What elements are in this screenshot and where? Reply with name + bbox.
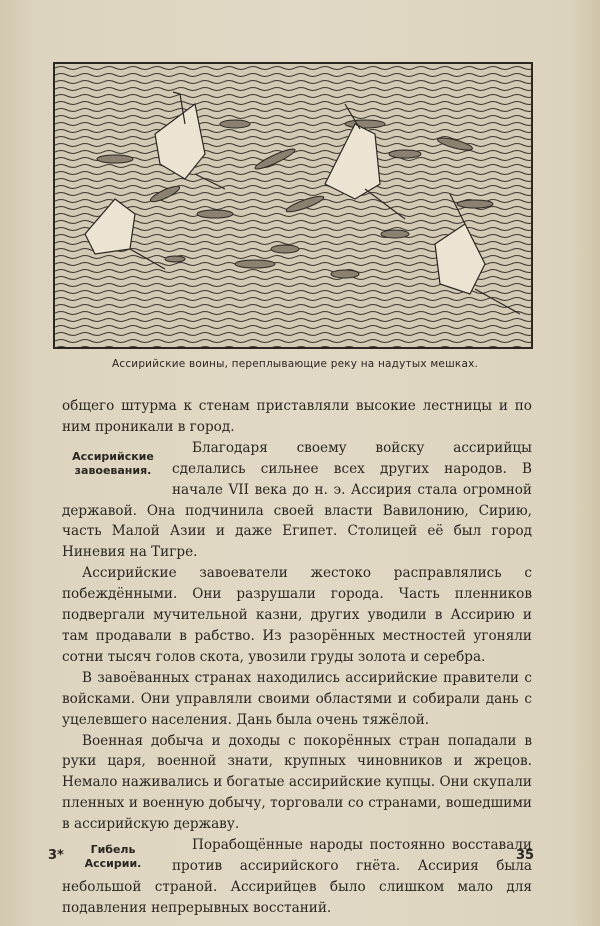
paragraph-cruelty: Ассирийские завоеватели жестоко расправлялись с побеждёнными. Они разрушали города. Часть пленников подвергали мучительной казни, других уводили в Ассирию и там продавали в рабство. Из разорённых местностей угоняли сотни тысяч голов скота, увозили груды золота и серебра.	[62, 565, 532, 665]
top-fragment: общего штурма к стенам приставляли высокие лестницы и по ним проникали в город.	[62, 398, 532, 435]
page-number: 35	[516, 848, 535, 863]
side-heading-conquests: Ассирийские завоевания.	[72, 449, 154, 477]
paragraph-spoils: Военная добыча и доходы с покорённых стран попадали в руки царя, военной знати, крупных чиновников и жрецов. Немало наживались и богатые ассирийские купцы. Они скупали пленных и военную добычу, торговали со странами, вошедшими в ассирийскую державу.	[62, 732, 532, 833]
river-crossing-illustration	[53, 62, 533, 349]
paragraph-governors: В завоёванных странах находились ассирийские правители с войсками. Они управляли своими областями и собирали дань с уцелевшего населения. Дань была очень тяжёлой.	[62, 669, 532, 728]
signature-mark: 3*	[48, 848, 64, 863]
illustration-caption: Ассирийские воины, переплывающие реку на надутых мешках.	[111, 358, 479, 370]
conquests-paragraph: Благодаря своему войску ассирийцы сделались сильнее всех других народов. В начале VII века до н. э. Ассирия стала огромной державой. Она подчинила своей власти Вавилонию, Сирию, часть Малой Азии и даже Египет. Столицей её был город Ниневия на Тигре.	[62, 439, 532, 561]
engraving	[55, 64, 531, 347]
fall-paragraph: Порабощённые народы постоянно восставали против ассирийского гнёта. Ассирия была небольшой страной. Ассирийцев было слишком мало для подавления непрерывных восстаний.	[62, 837, 532, 916]
side-heading-fall: Гибель Ассирии.	[84, 843, 142, 871]
body-text	[62, 396, 535, 919]
